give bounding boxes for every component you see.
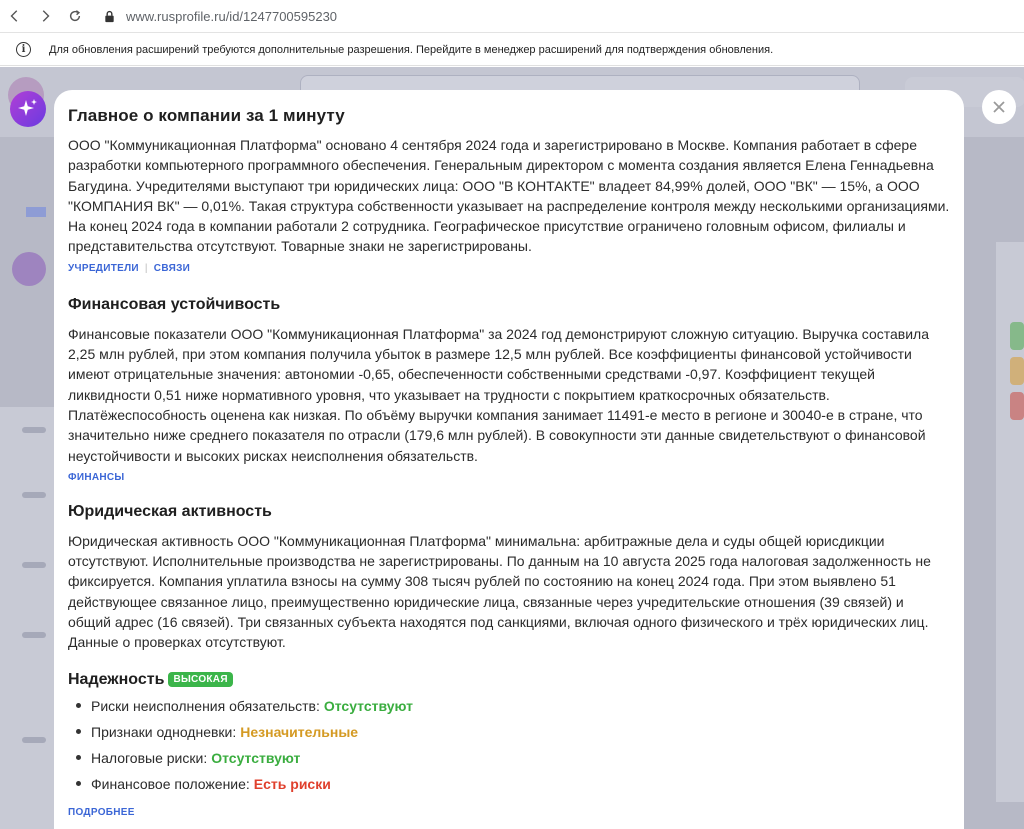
bullet — [76, 703, 81, 708]
finance-section — [68, 296, 950, 483]
extension-infobar — [0, 34, 1024, 66]
browser-toolbar — [0, 0, 1024, 33]
risk-status: Незначительные — [240, 723, 359, 740]
list-item — [68, 771, 950, 797]
background-tab — [26, 207, 46, 217]
bullet — [76, 729, 81, 734]
background-line — [22, 427, 46, 433]
forward-button[interactable] — [30, 1, 60, 31]
background-red-block — [1010, 392, 1024, 420]
summary-links — [68, 263, 950, 274]
connections-link[interactable]: СВЯЗИ — [153, 262, 191, 274]
close-modal-button[interactable] — [982, 90, 1016, 124]
sparkle-icon — [16, 97, 40, 121]
address-bar-url[interactable]: www.rusprofile.ru/id/1247700595230 — [126, 8, 338, 24]
reload-icon — [68, 9, 82, 23]
risk-status: Есть риски — [253, 775, 331, 792]
risk-status: Отсутствуют — [211, 749, 301, 766]
infobar-text: Для обновления расширений требуются дополнительные разрешения. Перейдите в менеджер расширений для подтверждения обновления. — [49, 43, 774, 56]
finance-link[interactable]: ФИНАНСЫ — [68, 471, 125, 483]
risk-label: Признаки однодневки: — [91, 723, 237, 740]
background-avatar — [12, 252, 46, 286]
info-icon: i — [16, 42, 31, 57]
risk-label: Финансовое положение: — [91, 775, 250, 792]
list-item — [68, 693, 950, 719]
legal-section — [68, 503, 950, 653]
bullet — [76, 755, 81, 760]
background-line — [22, 737, 46, 743]
list-item — [68, 719, 950, 745]
summary-section — [68, 106, 950, 274]
reliability-section — [68, 671, 950, 818]
ai-summary-badge — [10, 91, 46, 127]
back-button[interactable] — [0, 1, 30, 31]
legal-text: Юридическая активность ООО "Коммуникационная Платформа" минимальна: арбитражные дела и суды общей юрисдикции отсутствуют. Исполнительные производства не зарегистрированы. По данным на 10 августа 2025 года налоговая задолженность не фиксируется. Компания уплатила взносы на сумму 308 тысяч рублей по состоянию на конец 2024 года. При этом выявлено 51 действующее связанное лицо, преимущественно юридические лица, связанные через учредительские отношения (39 связей) и общий адрес (16 связей). Три связанных субъекта находятся под санкциями, включая одного физического и трёх юридических лиц. Данные о проверках отсутствуют. — [68, 532, 931, 651]
reload-button[interactable] — [60, 1, 90, 31]
legal-title: Юридическая активность — [68, 502, 272, 520]
risk-label: Налоговые риски: — [91, 749, 208, 766]
back-arrow-icon — [8, 9, 22, 23]
more-details-link[interactable]: ПОДРОБНЕЕ — [68, 806, 135, 818]
background-line — [22, 492, 46, 498]
finance-links — [68, 472, 950, 483]
list-item — [68, 745, 950, 771]
summary-title: Главное о компании за 1 минуту — [68, 106, 345, 125]
reliability-badge: ВЫСОКАЯ — [168, 672, 232, 687]
reliability-title: Надежность — [68, 670, 165, 688]
founders-link[interactable]: УЧРЕДИТЕЛИ — [68, 262, 139, 274]
background-card-left — [0, 407, 54, 829]
bullet — [76, 781, 81, 786]
background-green-block — [1010, 322, 1024, 350]
link-separator: | — [144, 262, 148, 274]
risk-status: Отсутствуют — [323, 697, 413, 714]
company-summary-modal — [54, 90, 964, 829]
summary-text: ООО "Коммуникационная Платформа" основано 4 сентября 2024 года и зарегистрировано в Москве. Компания работает в сфере разработки компьютерного программного обеспечения. Генеральным директором с момента создания является Елена Геннадьевна Багудина. Учредителями выступают три юридических лица: ООО "В КОНТАКТЕ" владеет 84,99% долей, ООО "ВК" — 15%, а ООО "КОМПАНИЯ ВК" — 0,01%. Такая структура собственности указывает на распределение контроля между несколькими организациями. На конец 2024 года в компании работали 2 сотрудника. Географическое присутствие ограничено головным офисом, филиалы и представительства отсутствуют. Товарные знаки не зарегистрированы. — [68, 137, 950, 255]
lock-icon[interactable] — [102, 9, 116, 23]
reliability-list — [68, 693, 950, 797]
background-orange-block — [1010, 357, 1024, 385]
background-line — [22, 562, 46, 568]
reliability-heading — [68, 671, 950, 689]
forward-arrow-icon — [38, 9, 52, 23]
risk-label: Риски неисполнения обязательств: — [91, 697, 320, 714]
finance-text: Финансовые показатели ООО "Коммуникационная Платформа" за 2024 год демонстрируют сложную ситуацию. Выручка составила 2,25 млн рублей, при этом компания получила убыток в размере 12,5 млн рублей. Все коэффициенты финансовой устойчивости имеют отрицательные значения: автономии -0,65, обеспеченности собственными средствами -0,97. Коэффициент текущей ликвидности 0,51 ниже нормативного уровня, что указывает на трудности с покрытием краткосрочных обязательств. Платёжеспособность оценена как низкая. По объёму выручки компания занимает 11491-е место в регионе и 30040-е в стране, что значительно ниже среднего показателя по отрасли (179,6 млн рублей). В совокупности эти данные свидетельствуют о финансовой неустойчивости и высоких рисках неисполнения обязательств. — [68, 325, 929, 464]
close-icon — [992, 100, 1006, 114]
background-line — [22, 632, 46, 638]
finance-title: Финансовая устойчивость — [68, 295, 281, 313]
